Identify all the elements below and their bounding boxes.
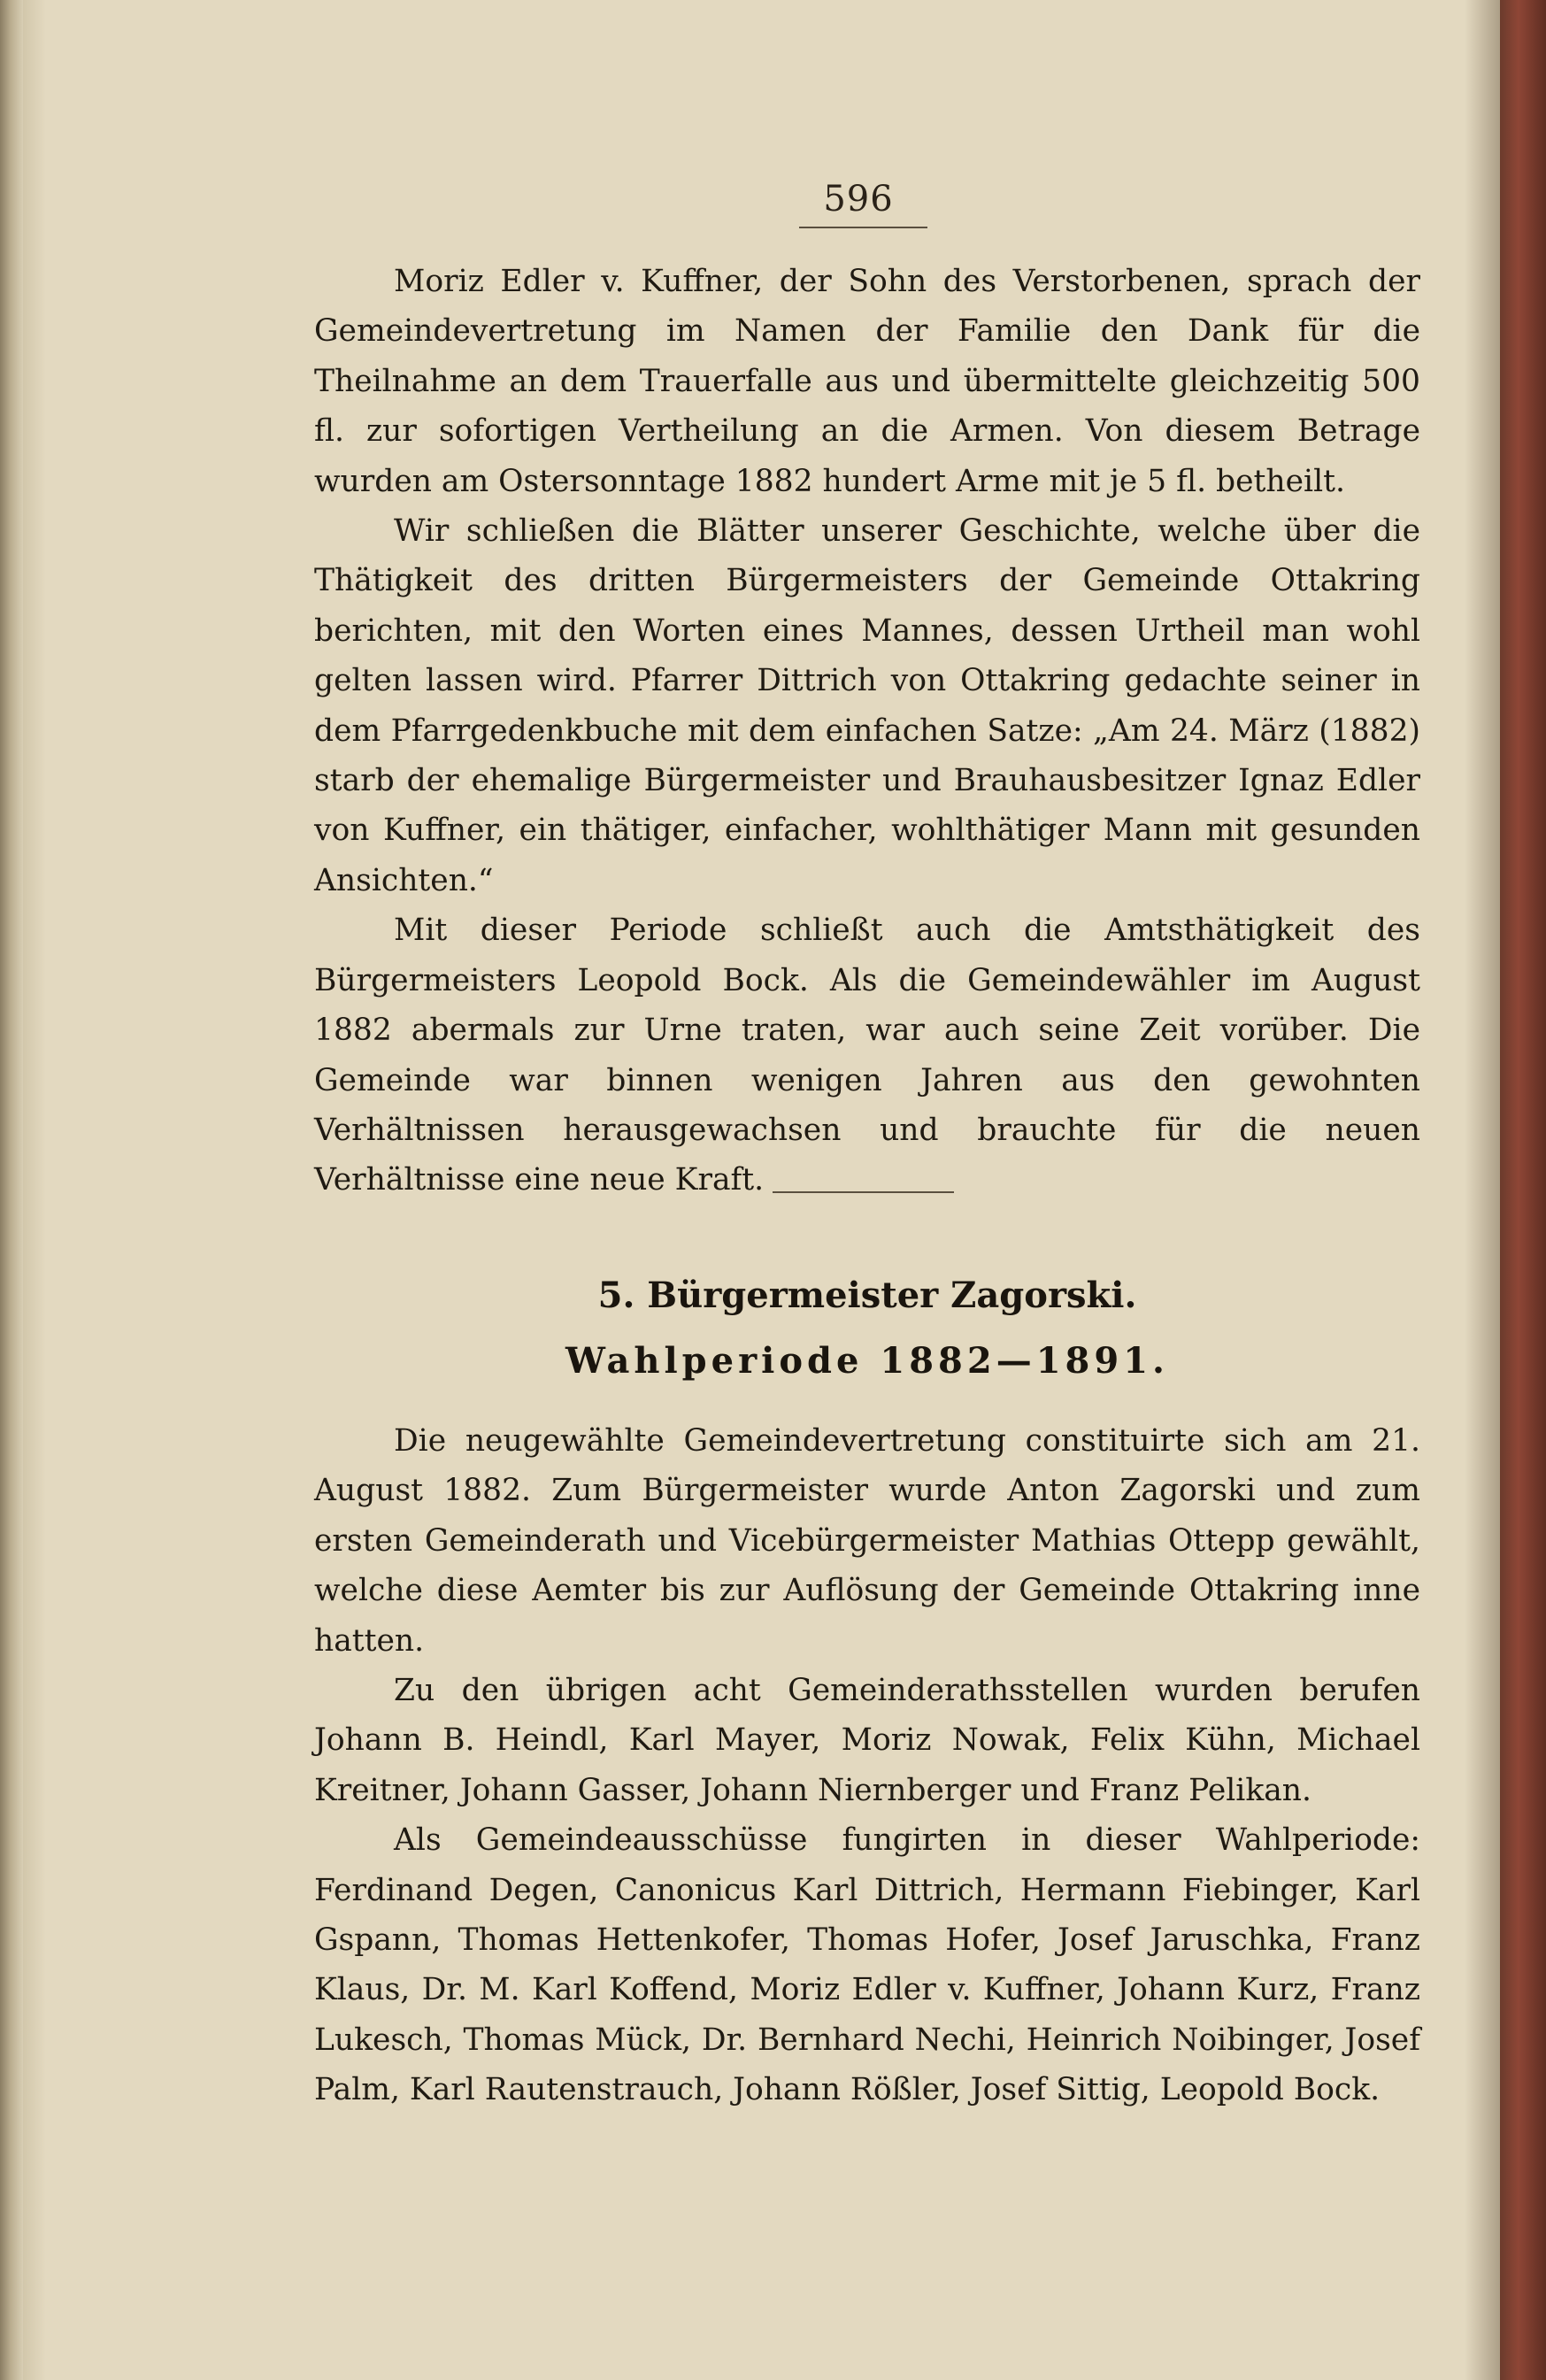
page-number-rule bbox=[799, 227, 927, 228]
paragraph-end-of-term: Mit dieser Periode schließt auch die Amtsthätigkeit des Bürgermeisters Leopold Bock. Als die Gemeindewähler im August 1882 abermals zur Urne traten, war auch seine Zeit vorüber. Die Gemeinde war binnen wenigen Jahren aus den gewohnten Verhältnissen herausgewachsen und brauchte für die neuen Verhältnisse eine neue Kraft. bbox=[314, 913, 1420, 1198]
body-text-bottom bbox=[314, 1416, 1420, 2115]
section-divider bbox=[773, 1191, 954, 1193]
paragraph-constitution: Die neugewählte Gemeindevertretung constituirte sich am 21. August 1882. Zum Bürgermeister wurde Anton Zagorski und zum ersten Gemeinderath und Vicebürgermeister Mathias Ottepp gewählt, welche diese Aemter bis zur Auflösung der Gemeinde Ottakring inne hatten. bbox=[314, 1423, 1420, 1659]
page-number: 596 bbox=[823, 179, 894, 220]
book-spine-edge bbox=[0, 0, 23, 2380]
body-text-top bbox=[314, 257, 1420, 1205]
paragraph-council-members: Zu den übrigen acht Gemeinderathsstellen wurden berufen Johann B. Heindl, Karl Mayer, Moriz Nowak, Felix Kühn, Michael Kreitner, Johann Gasser, Johann Niernberger und Franz Pelikan. bbox=[314, 1673, 1420, 1808]
page-shadow bbox=[1465, 0, 1500, 2380]
book-cover-edge bbox=[1500, 0, 1546, 2380]
paragraph-kuffner-thanks: Moriz Edler v. Kuffner, der Sohn des Verstorbenen, sprach der Gemeindevertretung im Namen der Familie den Dank für die Theilnahme an dem Trauerfalle aus und übermittelte gleichzeitig 500 fl. zur sofortigen Vertheilung an die Armen. Von diesem Betrage wurden am Ostersonntage 1882 hundert Arme mit je 5 fl. betheilt. bbox=[314, 264, 1420, 499]
paragraph-closing-history: Wir schließen die Blätter unserer Geschichte, welche über die Thätigkeit des dritten Bürgermeisters der Gemeinde Ottakring berichten, mit den Worten eines Mannes, dessen Urtheil man wohl gelten lassen wird. Pfarrer Dittrich von Ottakring gedachte seiner in dem Pfarrgedenkbuche mit dem einfachen Satze: „Am 24. März (1882) starb der ehemalige Bürgermeister und Brauhausbesitzer Ignaz Edler von Kuffner, ein thätiger, einfacher, wohlthätiger Mann mit gesunden Ansichten.“ bbox=[314, 513, 1420, 898]
section-subtitle: Wahlperiode 1882—1891. bbox=[565, 1340, 1169, 1382]
section-title: 5. Bürgermeister Zagorski. bbox=[597, 1275, 1137, 1316]
page-gutter bbox=[23, 0, 46, 2380]
paragraph-committee-members: Als Gemeindeausschüsse fungirten in dieser Wahlperiode: Ferdinand Degen, Canonicus Karl Dittrich, Hermann Fiebinger, Karl Gspann, Thomas Hettenkofer, Thomas Hofer, Josef Jaruschka, Franz Klaus, Dr. M. Karl Koffend, Moriz Edler v. Kuffner, Johann Kurz, Franz Lukesch, Thomas Mück, Dr. Bernhard Nechi, Heinrich Noibinger, Josef Palm, Karl Rautenstrauch, Johann Rößler, Josef Sittig, Leopold Bock. bbox=[314, 1822, 1420, 2108]
